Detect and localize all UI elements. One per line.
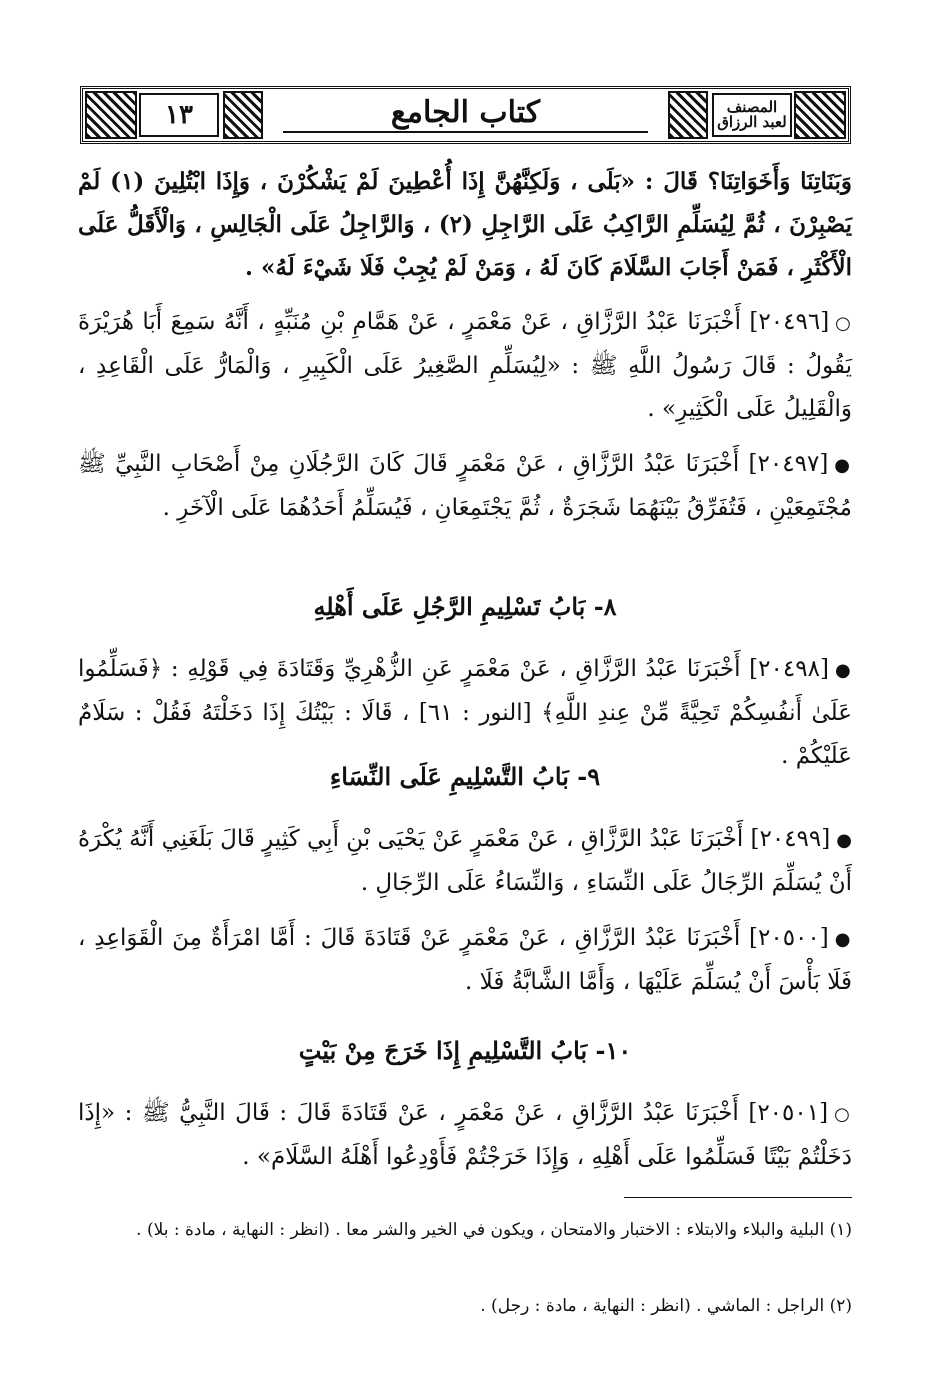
- page-number: ١٣: [139, 93, 219, 137]
- dot-marker-icon: ●: [834, 660, 852, 681]
- section-heading-10: ١٠- بَابُ التَّسْلِيمِ إِذَا خَرَجَ مِنْ بَيْتٍ: [298, 1036, 632, 1065]
- footnote-2: (٢) الراجل : الماشي . (انظر : النهاية ، مادة : رجل) .: [480, 1296, 852, 1316]
- section-heading-8: ٨- بَابُ تَسْلِيمِ الرَّجُلِ عَلَى أَهْلِهِ: [313, 592, 617, 621]
- text-block-1: [78, 160, 852, 542]
- footnote-separator: [624, 1197, 852, 1198]
- ornament-icon: [223, 91, 263, 139]
- paragraph-hadith-20497: ●[٢٠٤٩٧] أَخْبَرَنَا عَبْدُ الرَّزَّاقِ ، عَنْ مَعْمَرٍ قَالَ كَانَ الرَّجُلَانِ مِنْ أَصْحَابِ النَّبِيِّ ﷺ مُجْتَمِعَيْنِ ، فَتُفَرِّقُ بَيْنَهُمَا شَجَرَةٌ ، ثُمَّ يَجْتَمِعَانِ ، فَيُسَلِّمُ أَحَدُهُمَا عَلَى الْآخَرِ .: [78, 451, 852, 521]
- paragraph-hadith-20501: ○[٢٠٥٠١] أَخْبَرَنَا عَبْدُ الرَّزَّاقِ ، عَنْ مَعْمَرٍ ، عَنْ قَتَادَةَ قَالَ : قَالَ النَّبِيُّ ﷺ : «إِذَا دَخَلْتُمْ بَيْتًا فَسَلِّمُوا عَلَى أَهْلِهِ ، وَإِذَا خَرَجْتُمْ فَأَوْدِعُوا أَهْلَهُ السَّلَامَ» .: [78, 1100, 852, 1170]
- ornament-icon: [85, 91, 137, 139]
- paragraph-hadith-20498: ●[٢٠٤٩٨] أَخْبَرَنَا عَبْدُ الرَّزَّاقِ ، عَنْ مَعْمَرٍ عَنِ الزُّهْرِيِّ وَقَتَادَةَ فِي قَوْلِهِ : ﴿فَسَلِّمُوا عَلَىٰ أَنفُسِكُمْ تَحِيَّةً مِّنْ عِندِ اللَّهِ﴾ [النور : ٦١] ، قَالَا : بَيْتُكَ إِذَا دَخَلْتَهُ فَقُلْ : سَلَامٌ عَلَيْكُمْ .: [78, 656, 852, 769]
- dot-marker-icon: ●: [834, 455, 852, 476]
- dot-marker-icon: ●: [836, 830, 852, 851]
- ornament-icon: [668, 91, 708, 139]
- book-brand: المصنف لعبد الرزاق: [712, 93, 792, 137]
- text-block-4: [78, 1092, 852, 1191]
- circle-marker-icon: ○: [834, 1104, 852, 1125]
- paragraph-hadith-20499: ●[٢٠٤٩٩] أَخْبَرَنَا عَبْدُ الرَّزَّاقِ ، عَنْ مَعْمَرٍ عَنْ يَحْيَى بْنِ أَبِي كَثِيرٍ قَالَ بَلَغَنِي أَنَّهُ يُكْرَهُ أَنْ يُسَلِّمَ الرِّجَالُ عَلَى النِّسَاءِ ، وَالنِّسَاءُ عَلَى الرِّجَالِ .: [78, 826, 852, 896]
- chapter-title: كتاب الجامع: [390, 95, 541, 130]
- circle-marker-icon: ○: [835, 313, 852, 334]
- dot-marker-icon: ●: [834, 929, 852, 950]
- section-heading-9: ٩- بَابُ التَّسْلِيمِ عَلَى النِّسَاءِ: [329, 762, 601, 791]
- page-header: [80, 86, 851, 144]
- title-underline: [283, 131, 648, 133]
- footnote-1: (١) البلية والبلاء والابتلاء : الاختبار والامتحان ، ويكون في الخير والشر معا . (انظر : النهاية ، مادة : بلا) .: [136, 1220, 852, 1240]
- paragraph-hadith-20500: ●[٢٠٥٠٠] أَخْبَرَنَا عَبْدُ الرَّزَّاقِ ، عَنْ مَعْمَرٍ عَنْ قَتَادَةَ قَالَ : أَمَّا امْرَأَةٌ مِنَ الْقَوَاعِدِ ، فَلَا بَأْسَ أَنْ يُسَلِّمَ عَلَيْهَا ، وَأَمَّا الشَّابَّةُ فَلَا .: [78, 925, 852, 995]
- ornament-icon: [794, 91, 846, 139]
- paragraph-hadith-20496: ○[٢٠٤٩٦] أَخْبَرَنَا عَبْدُ الرَّزَّاقِ ، عَنْ مَعْمَرٍ ، عَنْ هَمَّامِ بْنِ مُنَبِّهٍ ، أَنَّهُ سَمِعَ أَبَا هُرَيْرَةَ يَقُولُ : قَالَ رَسُولُ اللَّهِ ﷺ : «لِيُسَلِّمِ الصَّغِيرُ عَلَى الْكَبِيرِ ، وَالْمَارُّ عَلَى الْقَاعِدِ ، وَالْقَلِيلُ عَلَى الْكَثِيرِ» .: [78, 309, 852, 422]
- text-block-3: [78, 818, 852, 1016]
- paragraph-hadith-continuation: وَبَنَاتِنَا وَأَخَوَاتِنَا؟ قَالَ : «بَلَى ، وَلَكِنَّهُنَّ إِذَا أُعْطِينَ لَمْ يَشْكُرْنَ ، وَإِذَا ابْتُلِينَ (١) لَمْ يَصْبِرْنَ ، ثُمَّ لِيُسَلِّمِ الرَّاكِبُ عَلَى الرَّاجِلِ (٢) ، وَالرَّاجِلُ عَلَى الْجَالِسِ ، وَالْأَقَلُّ عَلَى الْأَكْثَرِ ، فَمَنْ أَجَابَ السَّلَامَ كَانَ لَهُ ، وَمَنْ لَمْ يُجِبْ فَلَا شَيْءَ لَهُ» .: [78, 168, 852, 281]
